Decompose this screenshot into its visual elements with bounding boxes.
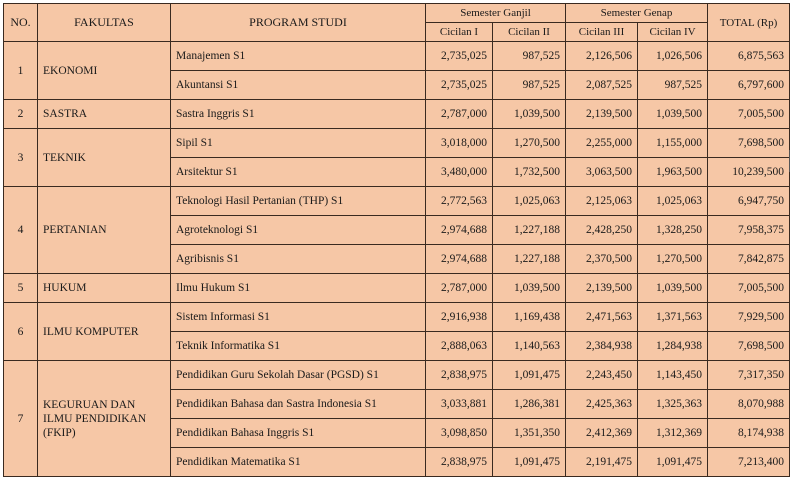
header-semester-genap: Semester Genap xyxy=(566,4,708,23)
cicilan-4-value: 1,328,250 xyxy=(638,216,708,245)
header-program-studi: PROGRAM STUDI xyxy=(171,4,426,42)
cicilan-4-value: 1,312,369 xyxy=(638,419,708,448)
cicilan-1-value: 2,787,000 xyxy=(426,100,493,129)
cicilan-2-value: 987,525 xyxy=(493,42,566,71)
cicilan-2-value: 1,286,381 xyxy=(493,390,566,419)
cicilan-2-value: 1,351,350 xyxy=(493,419,566,448)
cicilan-1-value: 2,735,025 xyxy=(426,71,493,100)
header-cicilan-3: Cicilan III xyxy=(566,23,638,42)
program-name: Teknik Informatika S1 xyxy=(171,332,426,361)
cicilan-4-value: 1,026,506 xyxy=(638,42,708,71)
table-row xyxy=(4,274,790,303)
cicilan-1-value: 2,916,938 xyxy=(426,303,493,332)
total-value: 7,958,375 xyxy=(708,216,790,245)
cicilan-3-value: 2,126,506 xyxy=(566,42,638,71)
cicilan-1-value: 2,974,688 xyxy=(426,216,493,245)
cicilan-2-value: 987,525 xyxy=(493,71,566,100)
faculty-number: 4 xyxy=(4,187,38,274)
cicilan-3-value: 2,384,938 xyxy=(566,332,638,361)
cicilan-3-value: 2,425,363 xyxy=(566,390,638,419)
cicilan-2-value: 1,025,063 xyxy=(493,187,566,216)
cicilan-3-value: 2,139,500 xyxy=(566,274,638,303)
cicilan-4-value: 1,371,563 xyxy=(638,303,708,332)
faculty-name: TEKNIK xyxy=(38,129,171,187)
faculty-number: 2 xyxy=(4,100,38,129)
cicilan-3-value: 2,428,250 xyxy=(566,216,638,245)
program-name: Pendidikan Guru Sekolah Dasar (PGSD) S1 xyxy=(171,361,426,390)
total-value: 8,070,988 xyxy=(708,390,790,419)
program-name: Ilmu Hukum S1 xyxy=(171,274,426,303)
cicilan-3-value: 2,412,369 xyxy=(566,419,638,448)
cicilan-3-value: 2,125,063 xyxy=(566,187,638,216)
header-cicilan-4: Cicilan IV xyxy=(638,23,708,42)
cicilan-1-value: 2,838,975 xyxy=(426,448,493,477)
program-name: Arsitektur S1 xyxy=(171,158,426,187)
faculty-name: PERTANIAN xyxy=(38,187,171,274)
cicilan-2-value: 1,039,500 xyxy=(493,274,566,303)
cicilan-1-value: 3,033,881 xyxy=(426,390,493,419)
cicilan-4-value: 1,091,475 xyxy=(638,448,708,477)
total-value: 7,929,500 xyxy=(708,303,790,332)
cicilan-3-value: 2,191,475 xyxy=(566,448,638,477)
cicilan-1-value: 2,787,000 xyxy=(426,274,493,303)
total-value: 7,317,350 xyxy=(708,361,790,390)
cicilan-4-value: 1,025,063 xyxy=(638,187,708,216)
cicilan-3-value: 2,243,450 xyxy=(566,361,638,390)
cicilan-4-value: 1,284,938 xyxy=(638,332,708,361)
program-name: Akuntansi S1 xyxy=(171,71,426,100)
table-row xyxy=(4,303,790,332)
cicilan-3-value: 2,471,563 xyxy=(566,303,638,332)
cicilan-2-value: 1,169,438 xyxy=(493,303,566,332)
program-name: Sipil S1 xyxy=(171,129,426,158)
window-edge-divider xyxy=(789,150,790,172)
table-row xyxy=(4,129,790,158)
header-row-1 xyxy=(4,4,790,23)
total-value: 7,213,400 xyxy=(708,448,790,477)
cicilan-4-value: 1,270,500 xyxy=(638,245,708,274)
cicilan-3-value: 2,087,525 xyxy=(566,71,638,100)
program-name: Agroteknologi S1 xyxy=(171,216,426,245)
cicilan-4-value: 987,525 xyxy=(638,71,708,100)
faculty-number: 3 xyxy=(4,129,38,187)
table-body xyxy=(4,42,790,477)
program-name: Pendidikan Bahasa Inggris S1 xyxy=(171,419,426,448)
program-name: Teknologi Hasil Pertanian (THP) S1 xyxy=(171,187,426,216)
total-value: 10,239,500 xyxy=(708,158,790,187)
cicilan-2-value: 1,091,475 xyxy=(493,361,566,390)
cicilan-4-value: 1,963,500 xyxy=(638,158,708,187)
table-row xyxy=(4,42,790,71)
faculty-number: 5 xyxy=(4,274,38,303)
cicilan-4-value: 1,143,450 xyxy=(638,361,708,390)
cicilan-4-value: 1,039,500 xyxy=(638,100,708,129)
header-cicilan-2: Cicilan II xyxy=(493,23,566,42)
faculty-name: EKONOMI xyxy=(38,42,171,100)
cicilan-4-value: 1,039,500 xyxy=(638,274,708,303)
cicilan-1-value: 3,098,850 xyxy=(426,419,493,448)
total-value: 7,842,875 xyxy=(708,245,790,274)
total-value: 8,174,938 xyxy=(708,419,790,448)
total-value: 7,698,500 xyxy=(708,332,790,361)
total-value: 7,698,500 xyxy=(708,129,790,158)
faculty-name: HUKUM xyxy=(38,274,171,303)
cicilan-3-value: 2,255,000 xyxy=(566,129,638,158)
cicilan-1-value: 2,772,563 xyxy=(426,187,493,216)
program-name: Pendidikan Bahasa dan Sastra Indonesia S1 xyxy=(171,390,426,419)
program-name: Sistem Informasi S1 xyxy=(171,303,426,332)
cicilan-3-value: 2,370,500 xyxy=(566,245,638,274)
cicilan-2-value: 1,140,563 xyxy=(493,332,566,361)
tuition-table xyxy=(3,3,790,477)
faculty-number: 6 xyxy=(4,303,38,361)
cicilan-1-value: 3,018,000 xyxy=(426,129,493,158)
faculty-name: ILMU KOMPUTER xyxy=(38,303,171,361)
header-no: NO. xyxy=(4,4,38,42)
table-row xyxy=(4,100,790,129)
faculty-name: KEGURUAN DAN ILMU PENDIDIKAN (FKIP) xyxy=(38,361,171,477)
cicilan-1-value: 2,838,975 xyxy=(426,361,493,390)
cicilan-1-value: 2,888,063 xyxy=(426,332,493,361)
cicilan-3-value: 2,139,500 xyxy=(566,100,638,129)
table-row xyxy=(4,187,790,216)
header-semester-ganjil: Semester Ganjil xyxy=(426,4,566,23)
total-value: 6,875,563 xyxy=(708,42,790,71)
header-total: TOTAL (Rp) xyxy=(708,4,790,42)
cicilan-2-value: 1,227,188 xyxy=(493,216,566,245)
cicilan-2-value: 1,091,475 xyxy=(493,448,566,477)
cicilan-1-value: 3,480,000 xyxy=(426,158,493,187)
header-cicilan-1: Cicilan I xyxy=(426,23,493,42)
cicilan-1-value: 2,735,025 xyxy=(426,42,493,71)
header-fakultas: FAKULTAS xyxy=(38,4,171,42)
program-name: Manajemen S1 xyxy=(171,42,426,71)
cicilan-2-value: 1,039,500 xyxy=(493,100,566,129)
cicilan-1-value: 2,974,688 xyxy=(426,245,493,274)
cicilan-2-value: 1,227,188 xyxy=(493,245,566,274)
total-value: 7,005,500 xyxy=(708,100,790,129)
total-value: 6,947,750 xyxy=(708,187,790,216)
cicilan-3-value: 3,063,500 xyxy=(566,158,638,187)
cicilan-4-value: 1,155,000 xyxy=(638,129,708,158)
table-row xyxy=(4,361,790,390)
faculty-number: 1 xyxy=(4,42,38,100)
total-value: 6,797,600 xyxy=(708,71,790,100)
cicilan-2-value: 1,270,500 xyxy=(493,129,566,158)
total-value: 7,005,500 xyxy=(708,274,790,303)
cicilan-2-value: 1,732,500 xyxy=(493,158,566,187)
faculty-number: 7 xyxy=(4,361,38,477)
program-name: Sastra Inggris S1 xyxy=(171,100,426,129)
program-name: Pendidikan Matematika S1 xyxy=(171,448,426,477)
program-name: Agribisnis S1 xyxy=(171,245,426,274)
cicilan-4-value: 1,325,363 xyxy=(638,390,708,419)
faculty-name: SASTRA xyxy=(38,100,171,129)
